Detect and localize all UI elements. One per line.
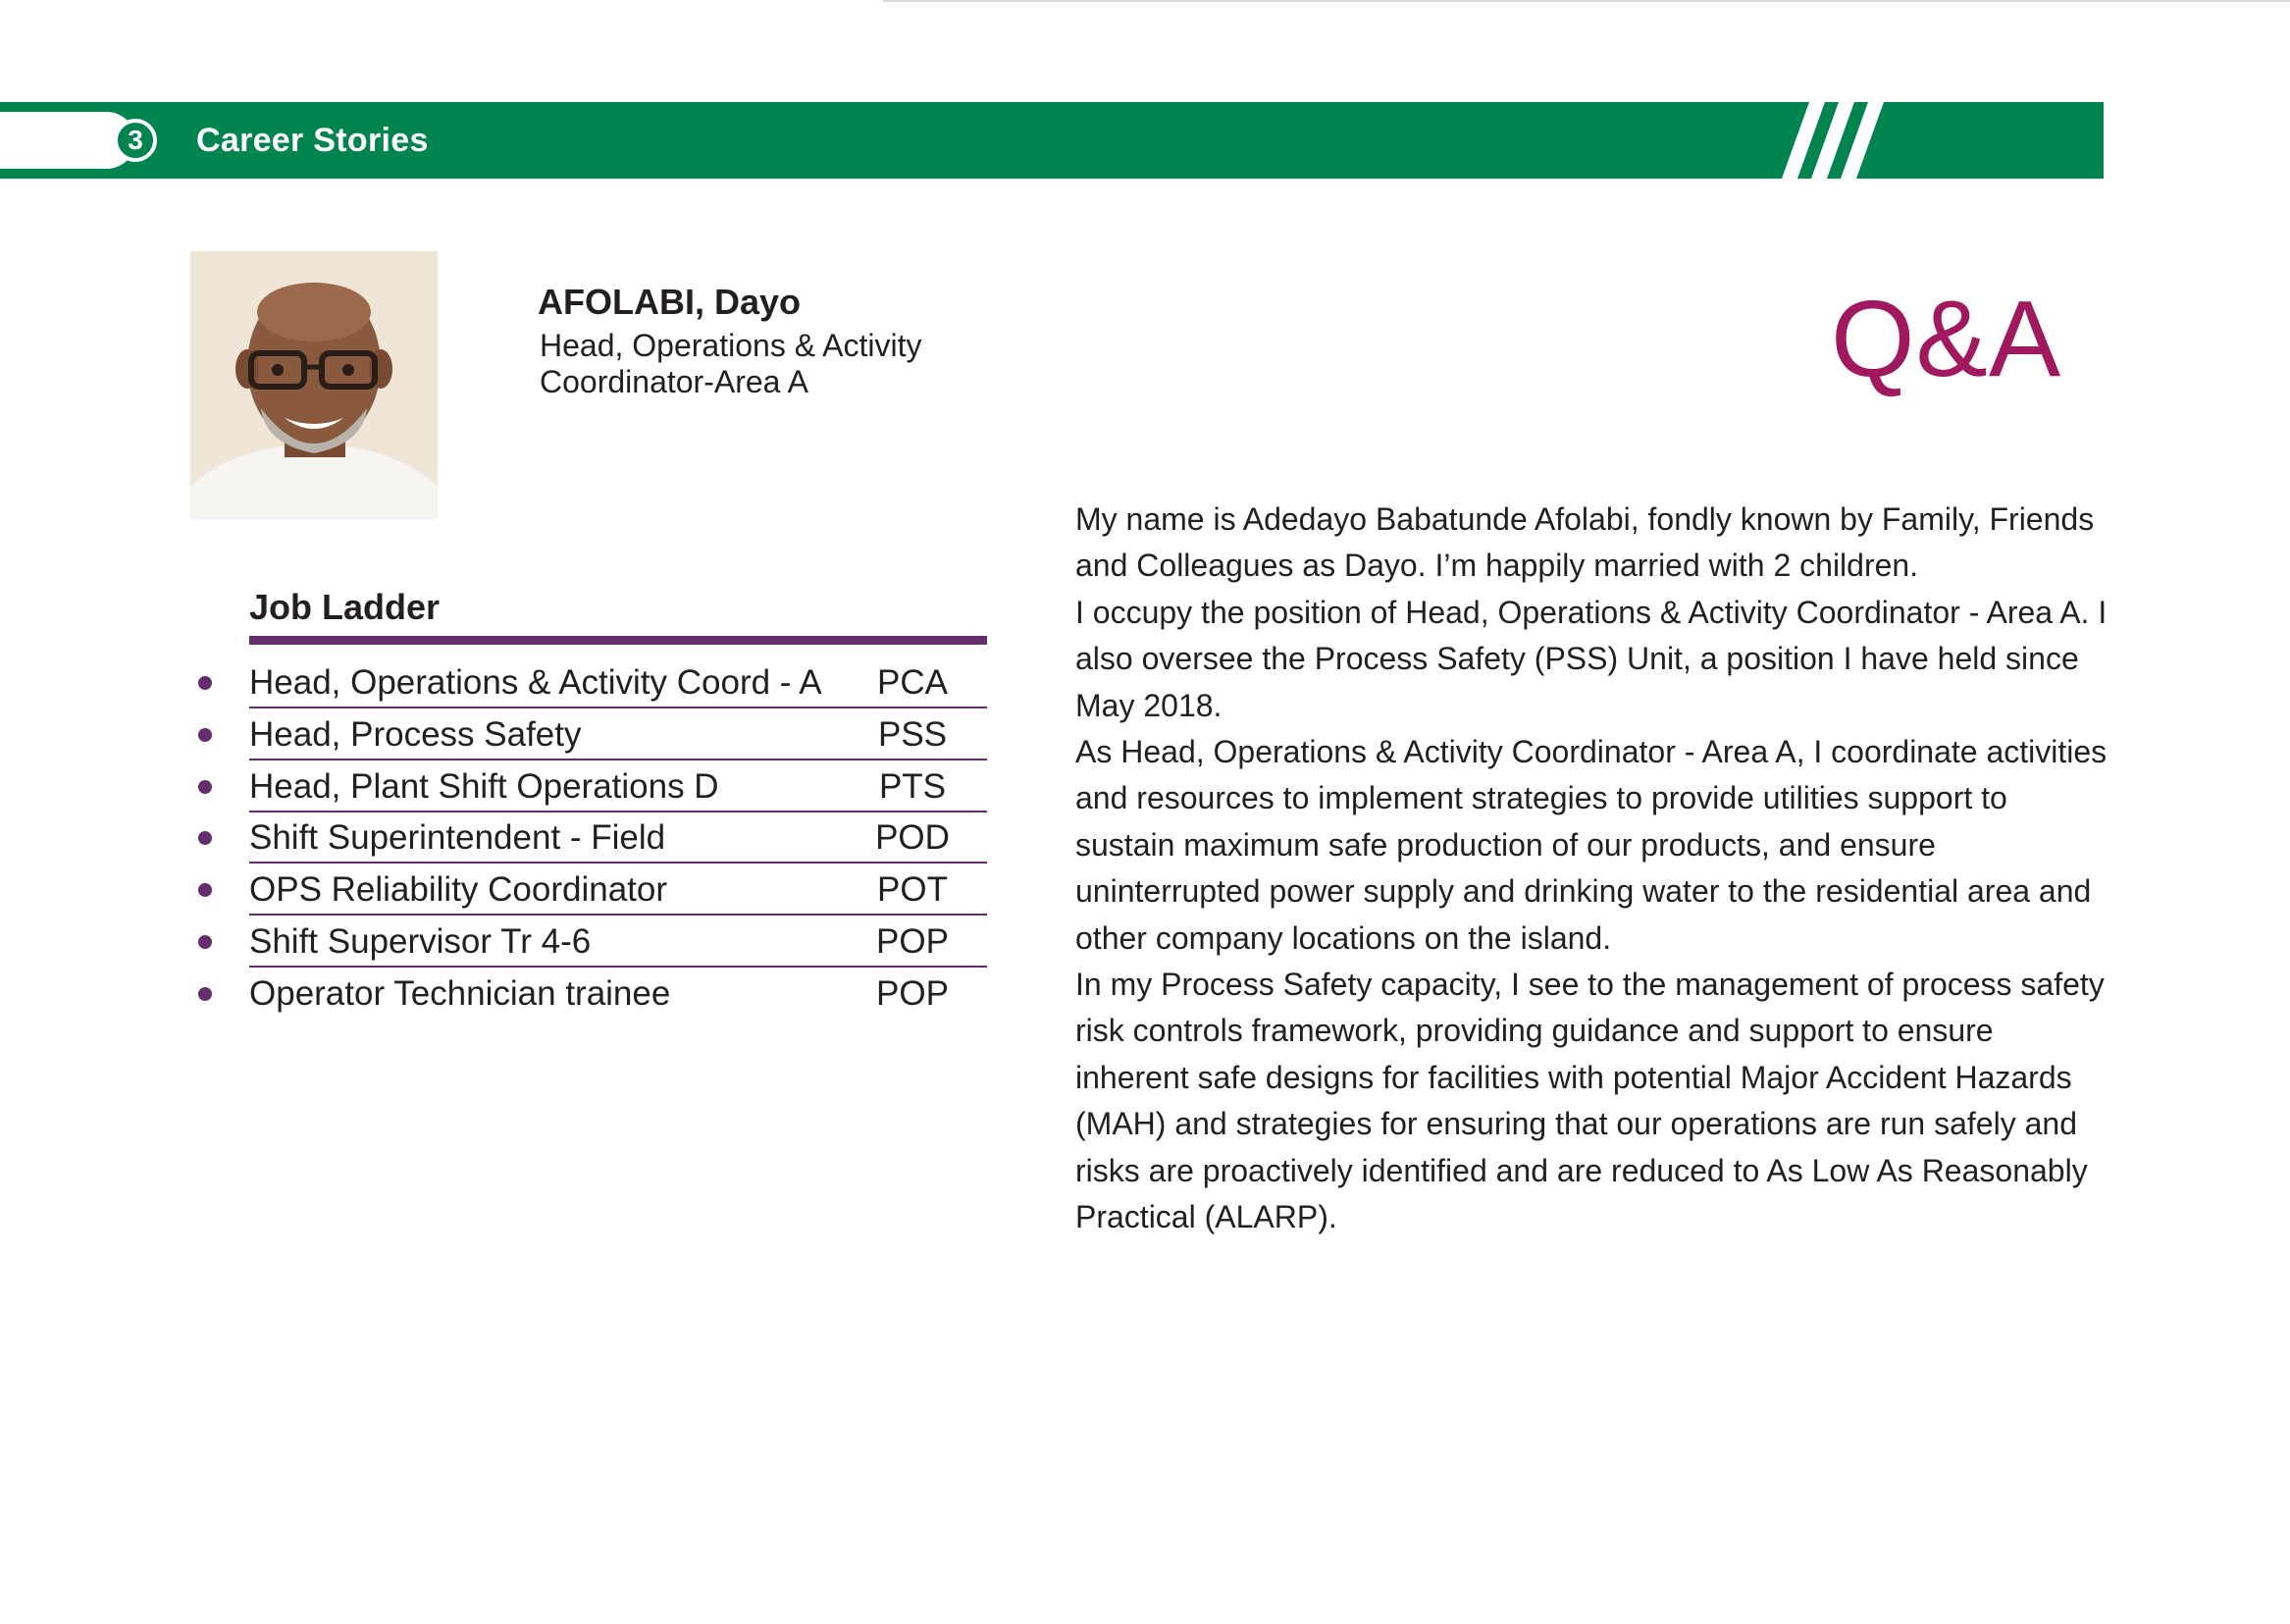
job-ladder-row <box>190 657 987 708</box>
section-header-band <box>0 102 2104 179</box>
bullet-icon <box>198 987 212 1001</box>
job-ladder-row <box>190 864 987 916</box>
person-name: AFOLABI, Dayo <box>538 282 802 322</box>
portrait-photo-icon <box>190 251 438 520</box>
job-ladder-role: OPS Reliability Coordinator <box>249 870 668 910</box>
person-role: Head, Operations & Activity Coordinator-Area A <box>540 328 922 399</box>
story-body <box>1075 497 2115 1241</box>
job-ladder-code: POT <box>877 870 948 910</box>
job-ladder-code: POP <box>876 921 949 961</box>
job-ladder-code: PSS <box>877 714 948 754</box>
job-ladder-row <box>190 709 987 760</box>
job-ladder-rule <box>249 636 987 645</box>
bullet-icon <box>198 935 212 949</box>
slash-stripes-icon <box>1782 102 1909 179</box>
job-ladder-role: Head, Operations & Activity Coord - A <box>249 663 822 702</box>
top-divider <box>883 0 2290 2</box>
job-ladder-code: PTS <box>878 766 947 806</box>
story-paragraph: I occupy the position of Head, Operations & Activity Coordinator - Area A. I also oversee the Process Safety (PSS) Unit, a position I have held since May 2018. <box>1075 594 2108 723</box>
bullet-icon <box>198 676 212 690</box>
job-ladder-list <box>190 657 987 1021</box>
job-ladder-row <box>190 812 987 864</box>
section-number-badge: 3 <box>114 119 157 162</box>
bullet-icon <box>198 883 212 897</box>
job-ladder-row <box>190 969 987 1020</box>
bullet-icon <box>198 831 212 845</box>
job-ladder-code: POP <box>876 973 949 1013</box>
job-ladder-role: Shift Supervisor Tr 4-6 <box>249 921 592 961</box>
job-ladder-role: Operator Technician trainee <box>249 973 671 1013</box>
job-ladder-code: PCA <box>877 663 948 702</box>
job-ladder-row <box>190 917 987 968</box>
story-paragraph: My name is Adedayo Babatunde Afolabi, fondly known by Family, Friends and Colleagues as Dayo. I’m happily married with 2 children. <box>1075 501 2095 584</box>
profile-photo <box>190 251 438 520</box>
section-title: Career Stories <box>196 122 429 159</box>
job-ladder-title: Job Ladder <box>249 587 441 627</box>
bullet-icon <box>198 728 212 742</box>
qa-heading: Q&A <box>1831 279 2062 399</box>
job-ladder-code: POD <box>875 818 950 858</box>
job-ladder-role: Head, Plant Shift Operations D <box>249 766 719 806</box>
bullet-icon <box>198 780 212 794</box>
job-ladder-role: Head, Process Safety <box>249 714 582 754</box>
story-paragraph: In my Process Safety capacity, I see to the management of process safety risk controls framework, providing guidance and support to ensure inherent safe designs for facilities with potential Major Accident Hazards (MAH) and strategies for ensuring that our operations are run safely and risks are proactively identified and are reduced to As Low As Reasonably Practical (ALARP). <box>1075 967 2105 1235</box>
job-ladder-role: Shift Superintendent - Field <box>249 818 666 858</box>
story-paragraph: As Head, Operations & Activity Coordinator - Area A, I coordinate activities and resources to implement strategies to provide utilities support to sustain maximum safe production of our products, and ensure uninterrupted power supply and drinking water to the residential area and other company locations on the island. <box>1075 734 2108 956</box>
job-ladder-row <box>190 761 987 812</box>
